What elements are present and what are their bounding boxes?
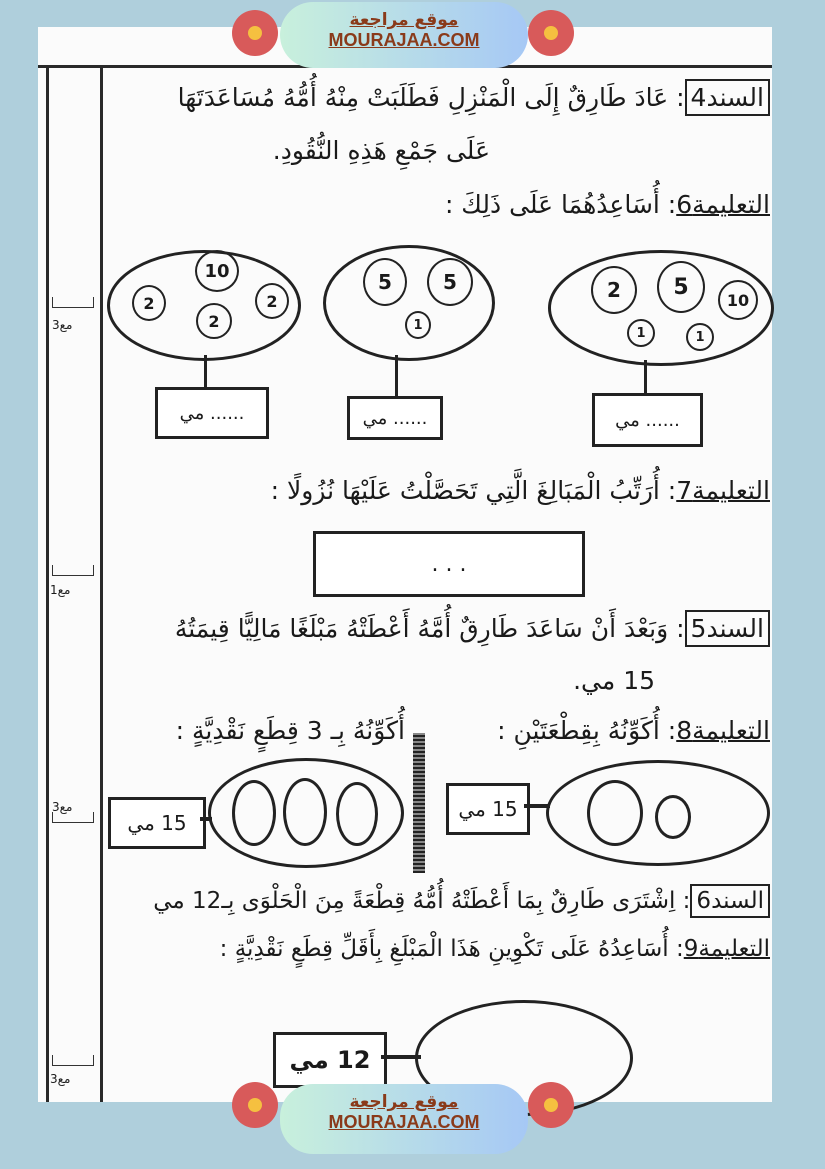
coin: 5 xyxy=(427,258,473,306)
answer-box-2[interactable]: ...... مي xyxy=(347,396,443,440)
task7-text: : أُرَتِّبُ الْمَبَالِغَ الَّتِي تَحَصَّلْتُ عَلَيْهَا نُزُولًا : xyxy=(270,476,677,505)
divider xyxy=(413,733,425,873)
coin: 2 xyxy=(196,303,232,339)
task8-text-two-pieces: : أُكَوِّنُهُ بِقِطْعَتَيْنِ : xyxy=(497,716,677,745)
logo-icon xyxy=(544,26,558,40)
connector xyxy=(644,360,647,394)
logo-icon xyxy=(248,1098,262,1112)
site-arabic-name[interactable]: موقع مراجعة xyxy=(349,10,459,30)
task7-label: التعليمة7 xyxy=(676,476,770,505)
task9-label: التعليمة9 xyxy=(683,936,770,962)
empty-coin[interactable] xyxy=(232,780,276,846)
empty-coin[interactable] xyxy=(283,778,327,846)
sanad6-text: : اِشْتَرَى طَارِقٌ بِمَا أَعْطَتْهُ أُمُّهُ قِطْعَةً مِنَ الْحَلْوَى بِـ12 مي xyxy=(153,888,691,914)
sanad4-label: السند4 xyxy=(685,79,770,116)
answer-box-1[interactable]: ...... مي xyxy=(155,387,269,439)
site-logo-badge xyxy=(232,10,278,56)
site-logo-badge xyxy=(528,1082,574,1128)
coin: 5 xyxy=(657,261,705,313)
sanad6-label: السند6 xyxy=(690,884,770,918)
amount-box-15-left: 15 مي xyxy=(108,797,206,849)
connector xyxy=(395,355,398,397)
sanad5-line2: 15 مي. xyxy=(573,666,655,695)
margin-line xyxy=(100,67,103,1102)
sanad5-text: : وَبَعْدَ أَنْ سَاعَدَ طَارِقٌ أُمَّهُ أَعْطَتْهُ مَبْلَغًا مَالِيًّا قِيمَتُهُ xyxy=(174,614,685,643)
site-domain[interactable]: MOURAJAA.COM xyxy=(328,1112,480,1132)
score-tick xyxy=(52,1055,94,1066)
coin: 10 xyxy=(718,280,758,320)
empty-coin[interactable] xyxy=(336,782,378,846)
coin: 5 xyxy=(363,258,407,306)
task6-text: : أُسَاعِدُهُمَا عَلَى ذَلِكَ : xyxy=(444,190,677,219)
logo-icon xyxy=(544,1098,558,1112)
coin-group-2 xyxy=(323,245,495,361)
site-domain[interactable]: MOURAJAA.COM xyxy=(328,30,480,50)
coin: 2 xyxy=(132,285,166,321)
margin-line xyxy=(46,67,49,1102)
site-banner-bottom[interactable] xyxy=(280,1084,528,1154)
task9 xyxy=(220,938,770,961)
coin: 2 xyxy=(255,283,289,319)
task6 xyxy=(445,192,770,217)
score-tick xyxy=(52,297,94,308)
margin-mark: مع1 xyxy=(50,583,71,597)
site-logo-badge xyxy=(232,1082,278,1128)
score-tick xyxy=(52,565,94,576)
sanad4-text: : عَادَ طَارِقٌ إِلَى الْمَنْزِلِ فَطَلَبَتْ مِنْهُ أُمُّهُ مُسَاعَدَتَهَا xyxy=(177,83,685,112)
empty-coin[interactable] xyxy=(587,780,643,846)
task8-label: التعليمة8 xyxy=(676,716,770,745)
amount-box-12: 12 مي xyxy=(273,1032,387,1088)
coin: 1 xyxy=(686,323,714,351)
answer-box-3[interactable]: ...... مي xyxy=(592,393,703,447)
amount-box-15-right: 15 مي xyxy=(446,783,530,835)
connector xyxy=(204,355,207,388)
sanad5-line1 xyxy=(175,616,770,641)
sanad4-line1 xyxy=(178,85,770,110)
ordering-answer-box[interactable]: . . . xyxy=(313,531,585,597)
margin-mark: مع3 xyxy=(52,800,73,814)
logo-icon xyxy=(248,26,262,40)
coin: 10 xyxy=(195,250,239,292)
coin: 1 xyxy=(627,319,655,347)
empty-coin[interactable] xyxy=(655,795,691,839)
site-banner-top[interactable] xyxy=(280,2,528,68)
sanad6-line xyxy=(153,890,770,913)
sanad5-label: السند5 xyxy=(685,610,770,647)
site-logo-badge xyxy=(528,10,574,56)
site-arabic-name[interactable]: موقع مراجعة xyxy=(349,1092,459,1112)
task8-text-three-pieces: أُكَوِّنُهُ بِـ 3 قِطَعٍ نَقْدِيَّةٍ : xyxy=(175,716,405,745)
task9-text: : أُسَاعِدُهُ عَلَى تَكْوِينِ هَذَا الْمَبْلَغِ بِأَقَلِّ قِطَعٍ نَقْدِيَّةٍ : xyxy=(219,936,684,962)
margin-mark: مع3 xyxy=(50,1072,71,1086)
task8-right xyxy=(497,718,770,743)
coin: 1 xyxy=(405,311,431,339)
task6-label: التعليمة6 xyxy=(676,190,770,219)
coin: 2 xyxy=(591,266,637,314)
sanad4-line2: عَلَى جَمْعِ هَذِهِ النُّقُودِ. xyxy=(272,136,490,165)
margin-mark: مع3 xyxy=(52,318,73,332)
task7 xyxy=(271,478,770,503)
